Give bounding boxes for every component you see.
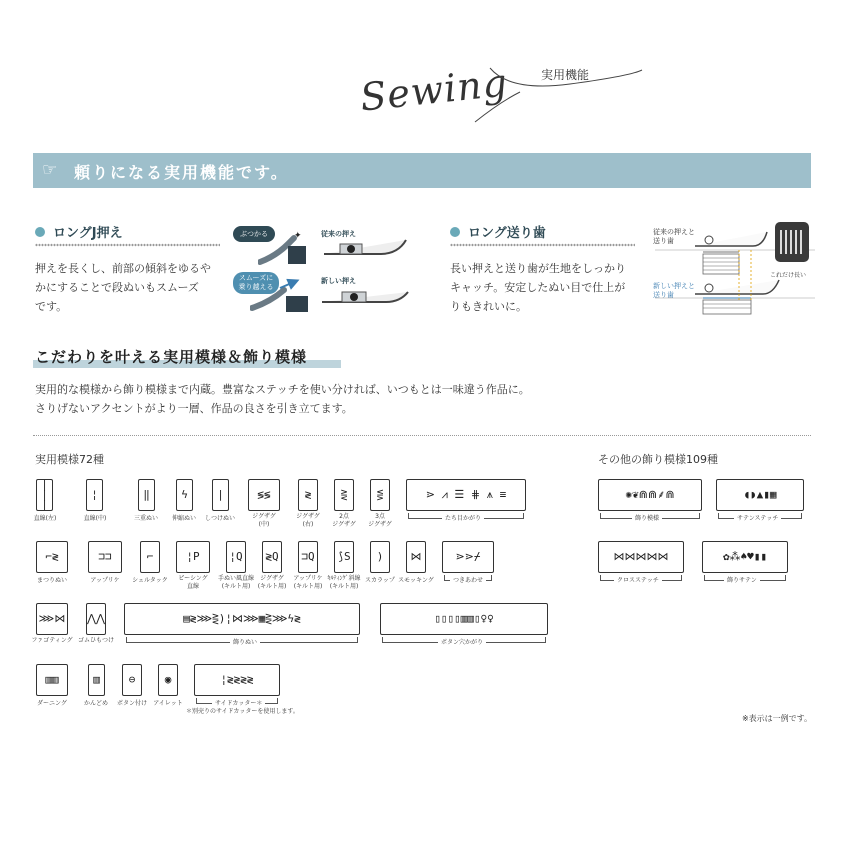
stitch-label: しつけぬい — [204, 515, 235, 522]
old-feed-label: 従来の押えと 送り歯 — [653, 228, 695, 245]
stitch-label: スモッキング — [398, 577, 434, 584]
satin-stitch-group-icon: ◖◗▲▮▦ — [716, 479, 804, 511]
new-foot-diagram — [250, 274, 312, 314]
group-label: クロスステッチ — [614, 577, 662, 584]
stitch-scallop-icon: ) — [370, 541, 390, 573]
stitch-button-sew-icon: ⊖ — [122, 664, 142, 696]
stitch-joining-group-icon: ⋗⋗⌿ — [442, 541, 494, 573]
longer-label: これだけ長い — [770, 272, 807, 279]
stitch-label: 手ぬい風直線 (キルト用) — [217, 575, 254, 590]
stitch-label: アップリケ (キルト用) — [293, 575, 323, 590]
decorative-title: その他の飾り模様109種 — [598, 453, 718, 466]
stitch-zigzag-center-icon: ≶≶ — [248, 479, 280, 511]
stitch-label: アイレット — [153, 700, 183, 707]
stitch-handsew-icon: ¦Q — [226, 541, 246, 573]
stitch-label: ピーシング 直線 — [178, 575, 208, 590]
stitch-quilting-diagonal-icon: ⟆S — [334, 541, 354, 573]
old-foot-diagram — [258, 226, 308, 266]
decor-satin-group-icon: ✿⁂♠♥▮▮ — [702, 541, 788, 573]
stitch-stretch-icon: ϟ — [176, 479, 193, 511]
header-subtitle: 実用機能 — [541, 68, 590, 82]
stitch-piecing-icon: ¦P — [176, 541, 210, 573]
pointing-hand-icon: ☞ — [42, 160, 58, 180]
stitch-label: ファゴティング — [31, 637, 73, 644]
footnote: ※表示は一例です。 — [741, 714, 812, 723]
new-presser-foot-icon — [320, 284, 410, 312]
smooth-badge: スムーズに 乗り越える — [233, 272, 279, 294]
group-label: 飾りぬい — [230, 639, 260, 646]
stitch-label: ジグザグ (中) — [252, 513, 276, 528]
feature-long-j-body: 押えを長くし、前部の傾斜をゆるや かにすることで段ぬいもスムーズ です。 — [35, 262, 211, 313]
old-foot-label: 従来の押え — [321, 230, 356, 238]
stitch-3point-zigzag-icon: ⋚ — [370, 479, 390, 511]
stitch-basting-icon: | — [212, 479, 229, 511]
stitch-label: ボタン付け — [116, 700, 147, 707]
stitch-eyelet-icon: ◉ — [158, 664, 178, 696]
cross-stitch-group-icon: ⋈⋈⋈⋈⋈ — [598, 541, 684, 573]
dotted-divider — [450, 243, 635, 247]
stitch-label: アップリケ — [90, 577, 120, 584]
stitch-blind-icon: ⌐≷ — [36, 541, 68, 573]
stitch-quilt-applique-icon: ⊐Q — [298, 541, 318, 573]
new-foot-label: 新しい押え — [321, 277, 356, 285]
group-label: サイドカッター＊ — [212, 700, 265, 707]
stitch-label: ダーニング — [37, 700, 67, 707]
stitch-decorative-group-icon: ▤≷⋙⋛)¦⋈⋙▦⋛⋙ϟ≷ — [124, 603, 360, 635]
section2-title: こだわりを叶える実用模様＆飾り模様 — [35, 348, 308, 366]
stitch-overcast-group-icon: ⋗ ⩘ ☰ ⋕ ⩚ ≡ — [406, 479, 526, 511]
stitch-2point-zigzag-icon: ⋛ — [334, 479, 354, 511]
stitch-label: 伸縮ぬい — [171, 515, 196, 522]
decor-pattern-group-icon: ✺❦⋒⋒⸙⋒ — [598, 479, 702, 511]
stitch-side-cutter-group-icon: ¦≷≷≷≷ — [194, 664, 280, 696]
stitch-applique-icon: ⊐⊐ — [88, 541, 122, 573]
practical-title: 実用模様72種 — [35, 453, 104, 466]
stitch-label: かんどめ — [83, 700, 108, 707]
stitch-label: 直線(中) — [83, 515, 107, 522]
stitch-bartack-icon: ▥ — [88, 664, 105, 696]
stitch-straight-left-icon: | | | — [36, 479, 53, 511]
group-label: つきあわせ — [450, 577, 486, 584]
stitch-label: 直線(左) — [33, 515, 57, 522]
stitch-label: 2点 ジグザグ — [332, 513, 356, 528]
stitch-label: 3点 ジグザグ — [368, 513, 392, 528]
stitch-quilt-zigzag-icon: ≷Q — [262, 541, 282, 573]
side-cutter-note: ＊別売りのサイドカッターを使用します。 — [186, 708, 299, 715]
old-presser-foot-icon — [320, 236, 410, 264]
section2-description: 実用的な模様から飾り模様まで内蔵。豊富なステッチを使い分ければ、いつもとは一味違う作品に。 さりげないアクセントがより一層、作品の良さを引き立てます。 — [35, 383, 530, 415]
group-label: 飾りサテン — [724, 577, 760, 584]
stitch-triple-icon: ‖ — [138, 479, 155, 511]
stitch-fagoting-icon: ⋙⋈ — [36, 603, 68, 635]
stitch-label: ｷﾙﾃｨﾝｸﾞ斜線 (キルト用) — [327, 575, 361, 590]
bump-badge: ぶつかる — [233, 226, 275, 242]
dotted-divider — [35, 243, 220, 247]
bullet-dot-icon — [35, 227, 45, 237]
stitch-shell-tuck-icon: ⌐ — [140, 541, 160, 573]
feature-long-feed-body: 長い押えと送り歯が生地をしっかり キャッチ。安定したぬい目で仕上が りもきれいに。 — [450, 262, 626, 313]
group-label: 飾り模様 — [632, 515, 662, 522]
stitch-straight-center-icon: ¦ — [86, 479, 103, 511]
stitch-label: シェルタック — [132, 577, 168, 584]
group-label: サテンステッチ — [734, 515, 781, 522]
group-label: ボタン穴かがり — [438, 639, 486, 646]
stitch-label: ゴムひもつけ — [77, 637, 114, 644]
stitch-label: スカラップ — [365, 577, 395, 584]
svg-text:✦: ✦ — [294, 231, 302, 241]
stitch-label: ジグザグ (右) — [296, 513, 320, 528]
stitch-darning-icon: ▥▥ — [36, 664, 68, 696]
bullet-dot-icon — [450, 227, 460, 237]
stitch-buttonhole-group-icon: ▯▯▯▯▥▥▯♀♀ — [380, 603, 548, 635]
new-feed-label: 新しい押えと 送り歯 — [653, 282, 695, 299]
stitch-label: まつりぬい — [36, 577, 67, 584]
sewing-script-title: Sewing — [358, 60, 510, 120]
banner-text: 頼りになる実用機能です。 — [74, 163, 289, 182]
dotted-separator — [33, 435, 811, 436]
stitch-label: ジグザグ (キルト用) — [257, 575, 287, 590]
stitch-zigzag-right-icon: ≷ — [298, 479, 318, 511]
group-label: たち目かがり — [442, 515, 484, 522]
stitch-smocking-icon: ⋈ — [406, 541, 426, 573]
feature-long-j-title: ロングJ押え — [35, 222, 123, 241]
stitch-elastic-icon: ⋀⋀ — [86, 603, 106, 635]
feature-long-feed-title: ロング送り歯 — [450, 222, 546, 241]
stitch-label: 三重ぬい — [133, 515, 158, 522]
